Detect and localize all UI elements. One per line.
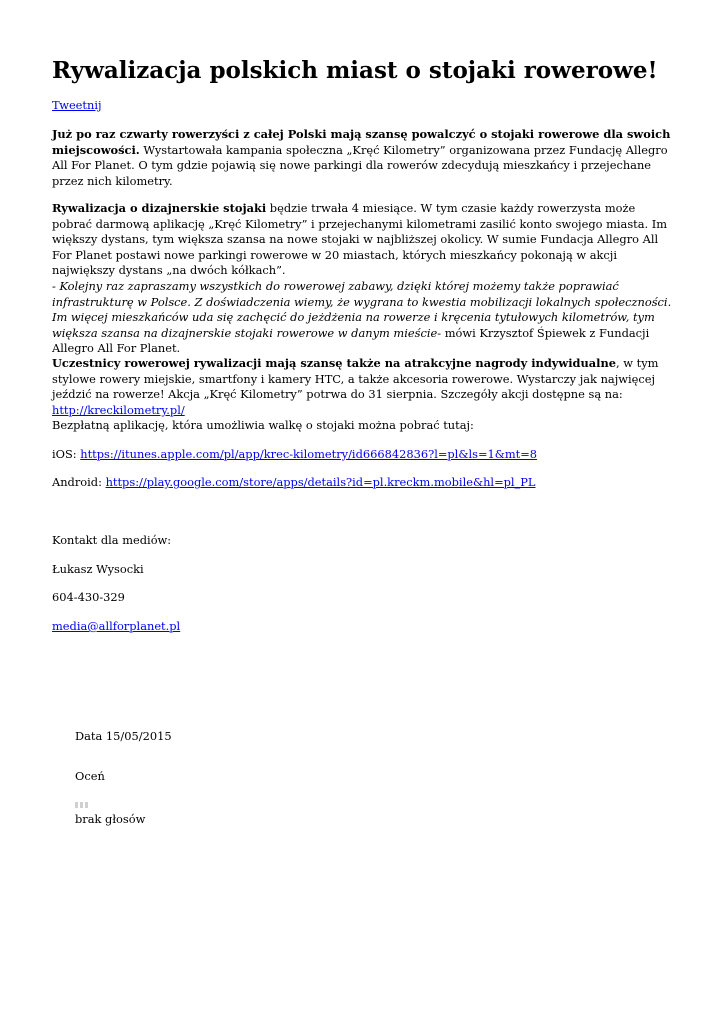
download-intro: Bezpłatną aplikację, która umożliwia walkę o stojaki można pobrać tutaj: (52, 418, 474, 432)
quote-text: - Kolejny raz zapraszamy wszystkich do rowerowej zabawy, dzięki której możemy także poprawiać infrastrukturę w Polsce. Z doświadczenia wiemy, że wygrana to kwestia mobilizacji lokalnych społeczności. Im więcej mieszkańców uda się zachęcić do jeżdżenia na rowerze i kręcenia tytułowych kilometrów, tym większa szansa na dizajnerskie stojaki rowerowe w danym mieście (52, 279, 672, 340)
ios-paragraph (52, 447, 674, 463)
tweet-link[interactable]: Tweetnij (52, 98, 102, 112)
rivalry-text: będzie trwała 4 miesiące. W tym czasie każdy rowerzysta może pobrać darmową aplikację „Kręć Kilometry” i przejechanymi kilometrami zasilić konto swojego miasta. Im większy dystans, tym większa szansa na nowe stojaki w najbliższej okolicy. W sumie Fundacja Allegro All For Planet postawi nowe parkingi rowerowe w 20 miastach, których mieszkańcy pokonają w akcji największy dystans „na dwóch kółkach”. (52, 201, 668, 278)
intro-text: Wystartowała kampania społeczna „Kręć Kilometry” organizowana przez Fundację Allegro All For Planet. O tym gdzie pojawią się nowe parkingi dla rowerów zdecydują mieszkańcy i przejechane przez nich kilometry. (52, 142, 668, 188)
prizes-paragraph (52, 356, 674, 418)
ios-app-link[interactable]: https://itunes.apple.com/pl/app/krec-kilometry/id666842836?l=pl&ls=1&mt=8 (80, 447, 538, 461)
page-title: Rywalizacja polskich miast o stojaki rowerowe! (52, 57, 658, 84)
intro-bold-text: Już po raz czwarty rowerzyści z całej Polski mają szansę powalczyć o stojaki rowerowe dla swoich miejscowości. (52, 127, 671, 157)
contact-label: Kontakt dla mediów: (52, 533, 172, 547)
contact-email-link[interactable]: media@allforplanet.pl (52, 619, 181, 633)
star-icon[interactable] (75, 802, 78, 808)
contact-phone: 604-430-329 (52, 590, 125, 604)
publish-date: Data 15/05/2015 (75, 729, 172, 743)
vote-count: brak głosów (75, 812, 146, 826)
rivalry-bold-text: Rywalizacja o dizajnerskie stojaki (52, 201, 267, 215)
contact-name: Łukasz Wysocki (52, 562, 144, 576)
star-icon[interactable] (85, 802, 88, 808)
contact-email-paragraph (52, 619, 674, 635)
rivalry-paragraph (52, 201, 674, 279)
ios-label: iOS: (52, 447, 81, 461)
rating-stars[interactable] (75, 802, 88, 808)
prizes-text: , w tym stylowe rowery miejskie, smartfony i kamery HTC, a także akcesoria rowerowe. Wystarczy jak najwięcej jeździć na rowerze! Akcja „Kręć Kilometry” potrwa do 31 sierpnia. Szczegóły akcji dostępne są na: (52, 356, 659, 402)
quote-paragraph (52, 279, 674, 357)
rate-label: Oceń (75, 769, 105, 783)
intro-paragraph (52, 127, 674, 189)
tweet-paragraph (52, 98, 674, 114)
kreckilometry-link[interactable]: http://kreckilometry.pl/ (52, 402, 185, 417)
quote-attribution: - mówi Krzysztof Śpiewek z Fundacji Allegro All For Planet. (52, 325, 650, 356)
star-icon[interactable] (80, 802, 83, 808)
prizes-bold-text: Uczestnicy rowerowej rywalizacji mają szansę także na atrakcyjne nagrody indywidualne (52, 356, 617, 370)
android-paragraph (52, 475, 674, 491)
android-label: Android: (52, 475, 106, 489)
android-app-link[interactable]: https://play.google.com/store/apps/details?id=pl.kreckm.mobile&hl=pl_PL (105, 475, 536, 489)
